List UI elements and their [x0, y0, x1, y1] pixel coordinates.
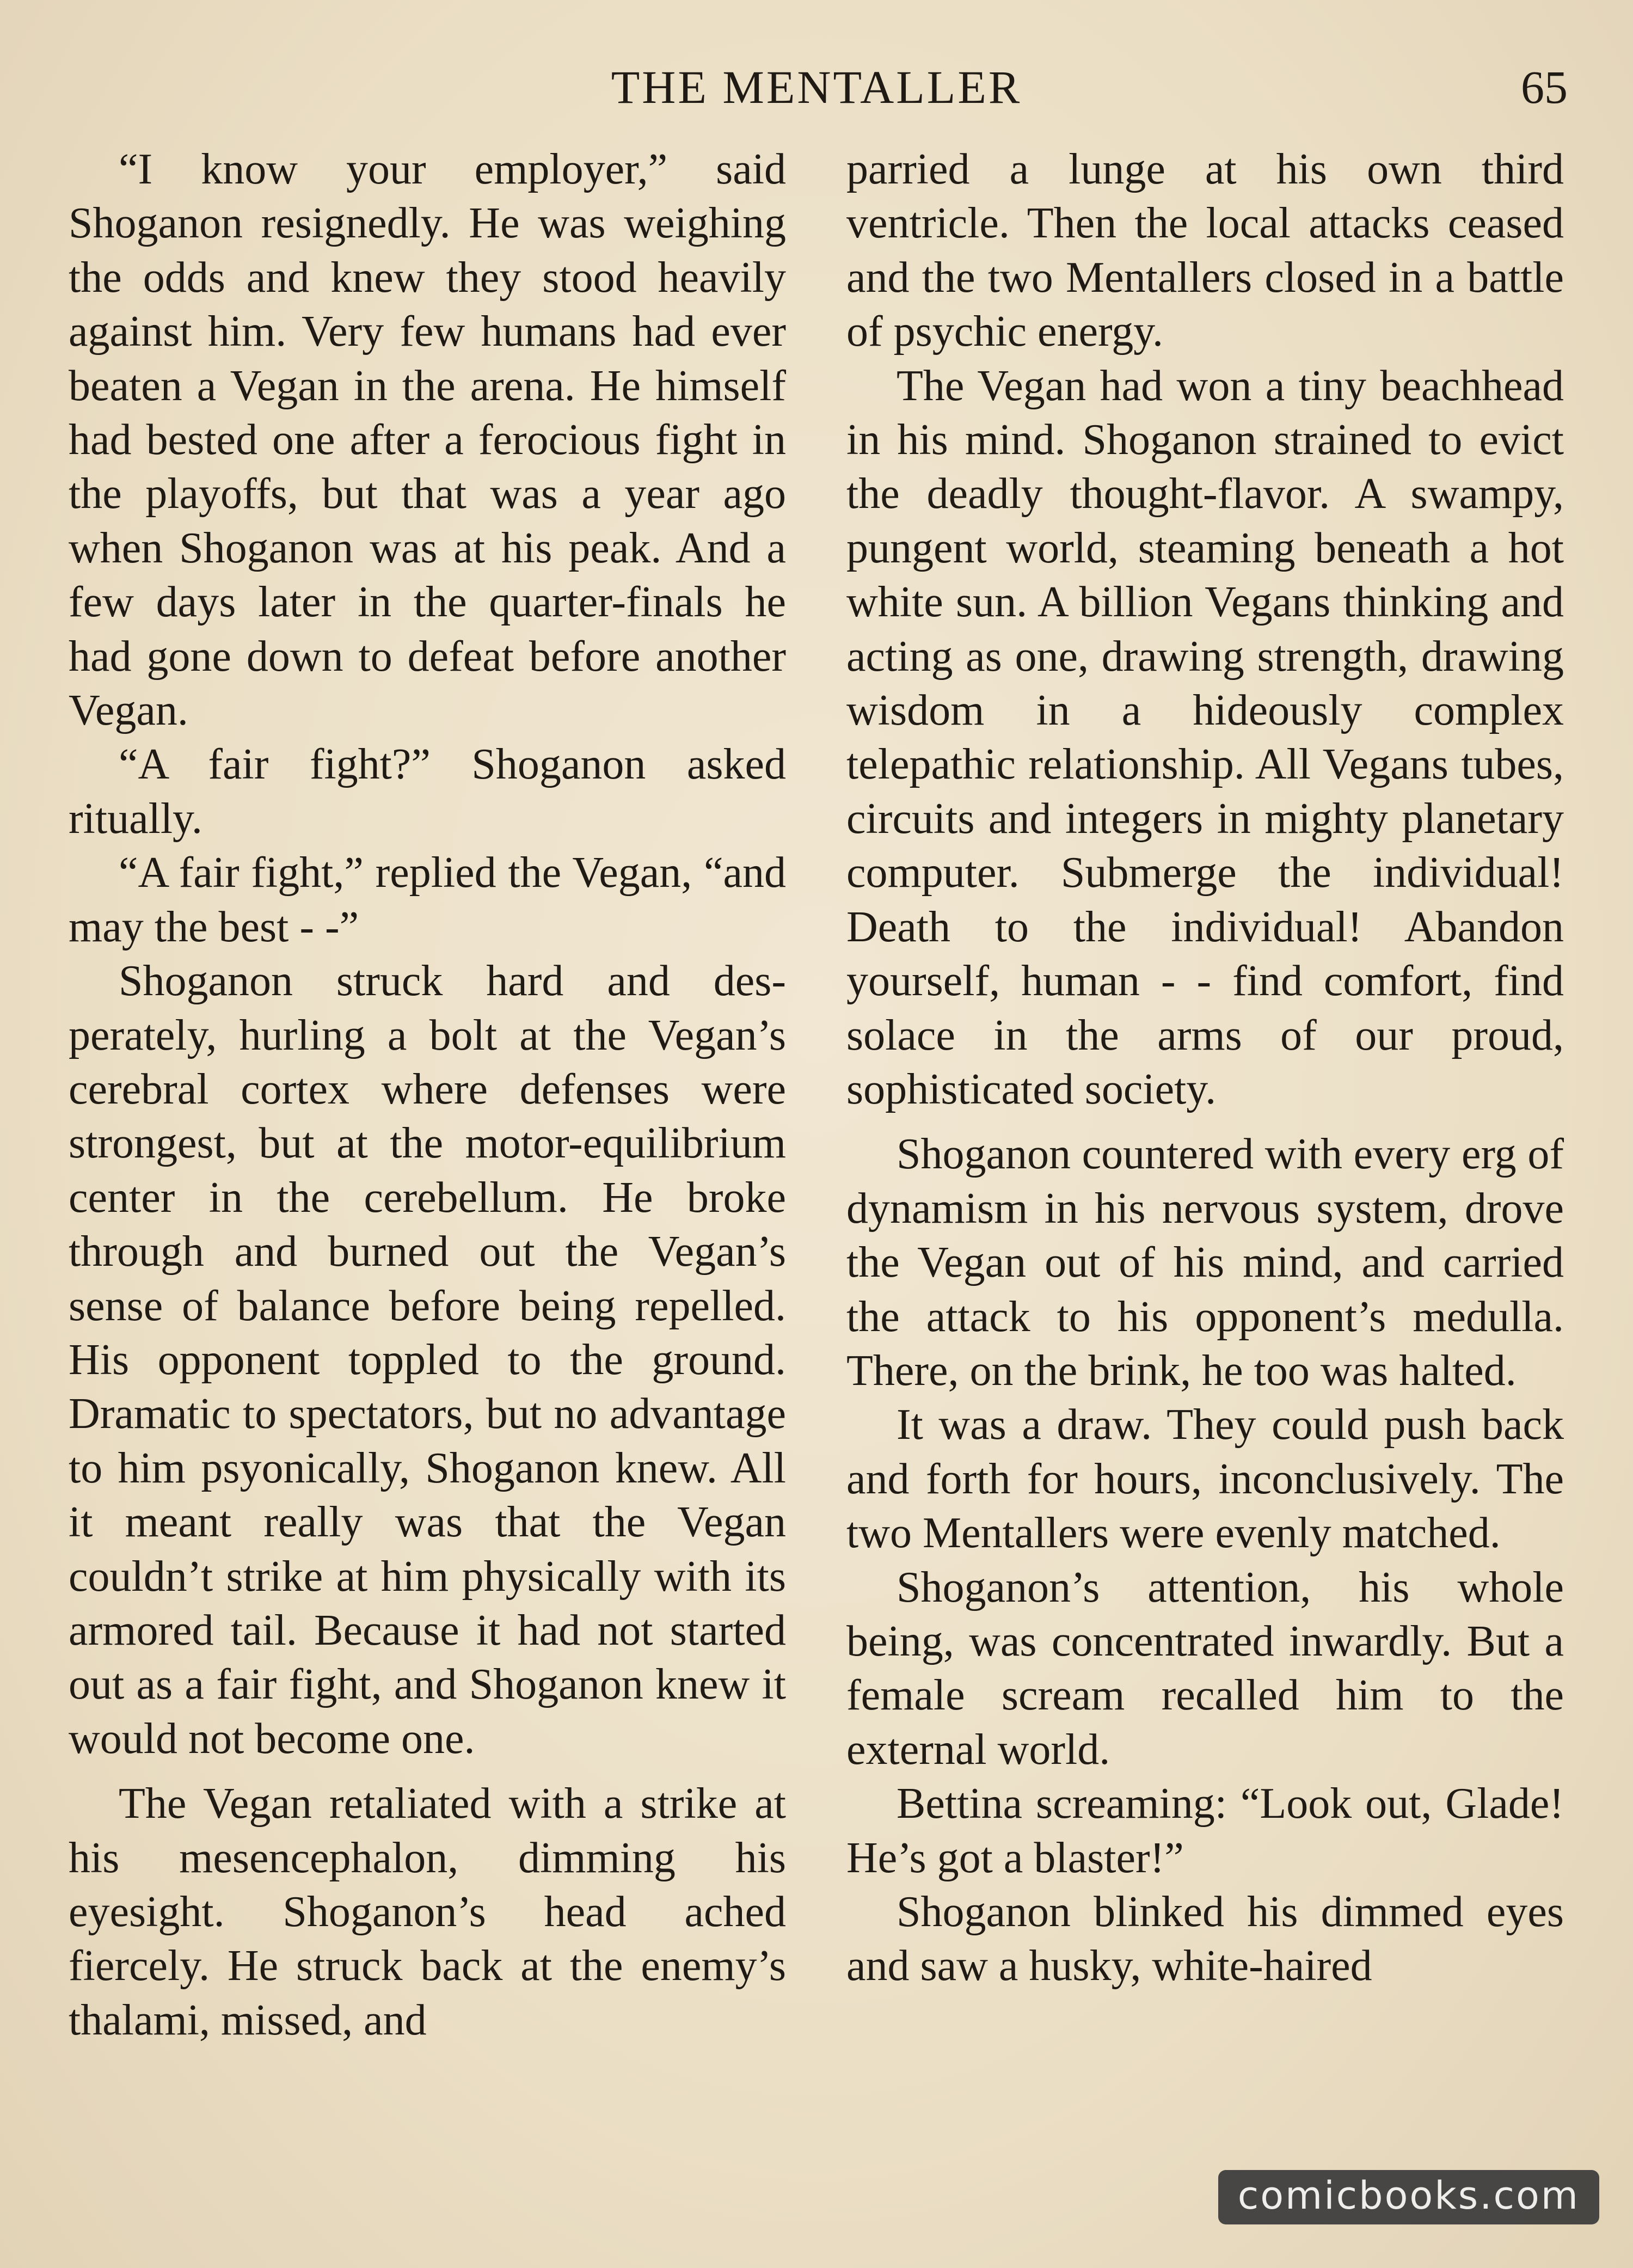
paragraph: The Vegan had won a tiny beachhead in his mind. Shoganon strained to evict the deadly thought-flavor. A swampy, pungent world, steaming beneath a hot white sun. A billion Vegans thinking and acting as one, drawing strength, drawing wisdom in a hideously complex telepathic relationship. All Vegans tubes, circuits and integers in mighty planetary computer. Submerge the individual! Death to the individual! Abandon yourself, human - - find comfort, find solace in the arms of our proud, sophisticated society.: [846, 361, 1564, 1113]
paragraph: The Vegan retaliated with a strike at his mesencephalon, dimming his eyesight. Shoganon’s head ached fiercely. He struck back at the enemy’s thalami, missed, and: [69, 1780, 786, 2044]
left-column: [69, 143, 786, 2048]
paragraph: Shoganon countered with every erg of dynamism in his nervous system, drove the Vegan out of his mind, and carried the attack to his opponent’s medulla. There, on the brink, he too was halted.: [846, 1130, 1564, 1395]
paragraph: Bettina screaming: “Look out, Glade! He’s got a blaster!”: [846, 1780, 1564, 1882]
paragraph-continued: parried a lunge at his own third ventricle. Then the local attacks ceased and the two Mentallers closed in a battle of psychic energy.: [846, 145, 1564, 356]
paragraph: Shoganon’s attention, his whole being, was concentrated inwardly. But a female scream recalled him to the external world.: [846, 1563, 1564, 1774]
paragraph: “A fair fight,” replied the Vegan, “and may the best - -”: [69, 849, 786, 951]
paragraph: “A fair fight?” Shoganon asked ritually.: [69, 740, 786, 843]
page-header: [0, 57, 1633, 117]
page-number: 65: [1521, 61, 1568, 113]
paragraph: It was a draw. They could push back and forth for hours, inconclusively. The two Mentallers were evenly matched.: [846, 1401, 1564, 1558]
right-column: [846, 143, 1564, 1994]
paragraph: Shoganon blinked his dimmed eyes and saw a husky, white-haired: [846, 1888, 1564, 1990]
site-watermark: comicbooks.com: [1218, 2170, 1599, 2224]
paragraph: Shoganon struck hard and desperately, hurling a bolt at the Vegan’s cerebral cortex where defenses were strongest, but at the motor-equilibrium center in the cerebellum. He broke through and burned out the Vegan’s sense of balance before being repelled. His opponent toppled to the ground. Dramatic to spectators, but no advantage to him psyonically, Shoganon knew. All it meant really was that the Vegan couldn’t strike at him physically with its armored tail. Because it had not started out as a fair fight, and Shoganon knew it would not become one.: [69, 957, 786, 1763]
paragraph: “I know your employer,” said Shoganon resignedly. He was weighing the odds and knew they stood heavily against him. Very few humans had ever beaten a Vegan in the arena. He himself had bested one after a ferocious fight in the playoffs, but that was a year ago when Shoganon was at his peak. And a few days later in the quarter-finals he had gone down to defeat before another Vegan.: [69, 145, 786, 735]
running-title: THE MENTALLER: [611, 61, 1022, 113]
